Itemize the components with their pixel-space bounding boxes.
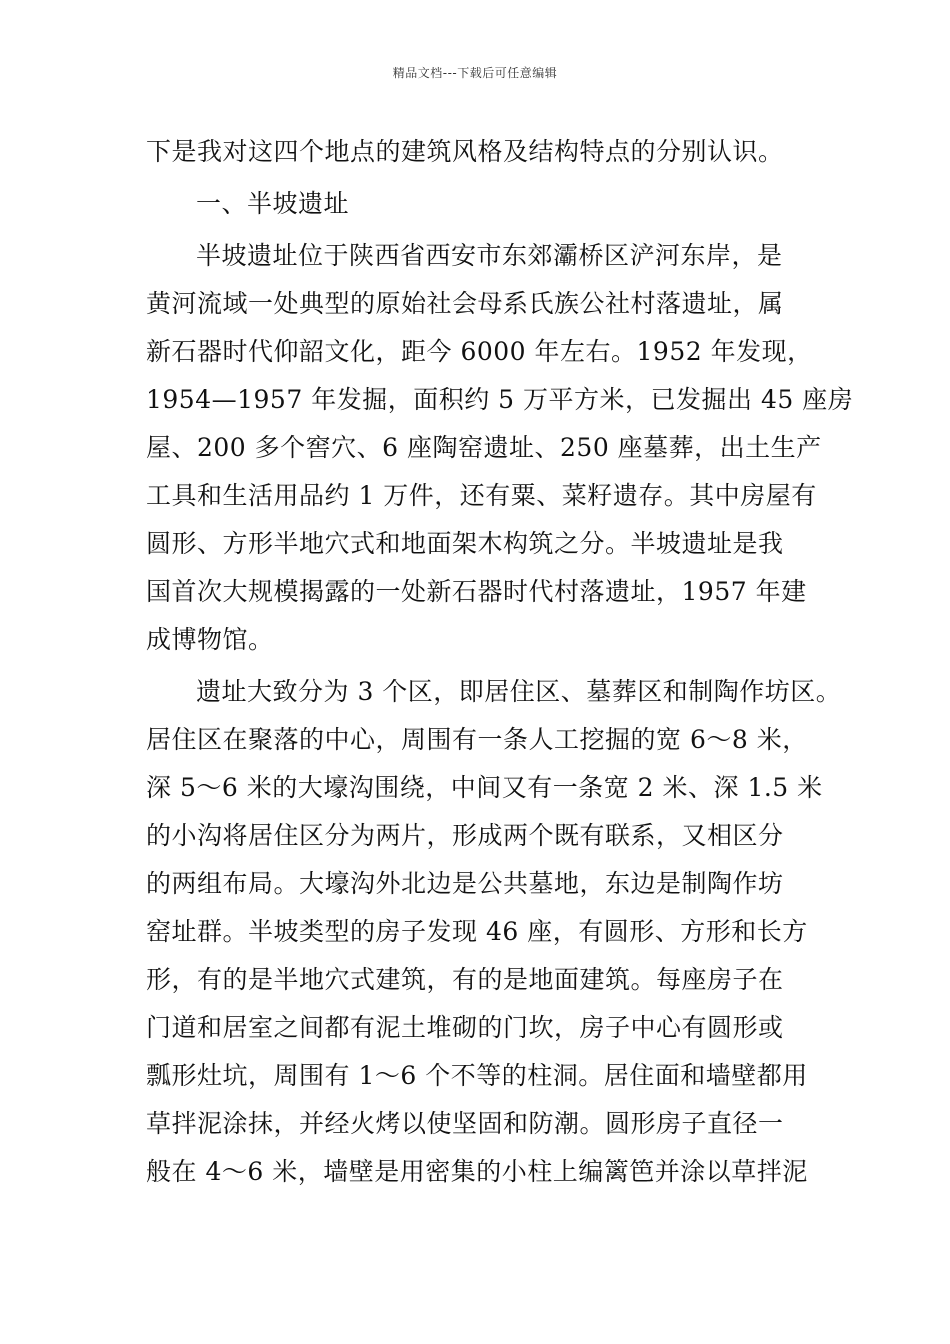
- text-line: 遗址大致分为 3 个区，即居住区、墓葬区和制陶作坊区。: [196, 677, 842, 706]
- text-line: 门道和居室之间都有泥土堆砌的门坎，房子中心有圆形或: [146, 1013, 784, 1042]
- text-line: 国首次大规模揭露的一处新石器时代村落遗址，1957 年建: [146, 577, 807, 606]
- text-line: 窑址群。半坡类型的房子发现 46 座，有圆形、方形和长方: [146, 917, 808, 946]
- text-line: 工具和生活用品约 1 万件，还有粟、菜籽遗存。其中房屋有: [146, 481, 817, 510]
- text-line: 深 5～6 米的大壕沟围绕，中间又有一条宽 2 米、深 1.5 米: [146, 773, 823, 802]
- text-line: 圆形、方形半地穴式和地面架木构筑之分。半坡遗址是我: [146, 529, 784, 558]
- text-line: 成博物馆。: [146, 625, 274, 654]
- text-line: 居住区在聚落的中心，周围有一条人工挖掘的宽 6～8 米，: [146, 725, 808, 754]
- text-line: 般在 4～6 米，墙壁是用密集的小柱上编篱笆并涂以草拌泥: [146, 1157, 808, 1186]
- document-body: [146, 128, 854, 1196]
- text-line: 形，有的是半地穴式建筑，有的是地面建筑。每座房子在: [146, 965, 784, 994]
- section-heading: 一、半坡遗址: [196, 189, 350, 218]
- text-line: 的两组布局。大壕沟外北边是公共墓地，东边是制陶作坊: [146, 869, 784, 898]
- page-header: 精品文档---下载后可任意编辑: [392, 66, 558, 80]
- text-line: 下是我对这四个地点的建筑风格及结构特点的分别认识。: [146, 137, 784, 166]
- text-line: 半坡遗址位于陕西省西安市东郊灞桥区浐河东岸，是: [196, 241, 783, 270]
- text-line: 瓢形灶坑，周围有 1～6 个不等的柱洞。居住面和墙壁都用: [146, 1061, 808, 1090]
- text-line: 屋、200 多个窖穴、6 座陶窑遗址、250 座墓葬，出土生产: [146, 433, 822, 462]
- text-line: 的小沟将居住区分为两片，形成两个既有联系，又相区分: [146, 821, 784, 850]
- text-line: 黄河流域一处典型的原始社会母系氏族公社村落遗址，属: [146, 289, 784, 318]
- text-line: 草拌泥涂抹，并经火烤以使坚固和防潮。圆形房子直径一: [146, 1109, 784, 1138]
- text-line: 新石器时代仰韶文化，距今 6000 年左右。1952 年发现，: [146, 337, 813, 366]
- text-line: 1954—1957 年发掘，面积约 5 万平方米，已发掘出 45 座房: [146, 385, 854, 414]
